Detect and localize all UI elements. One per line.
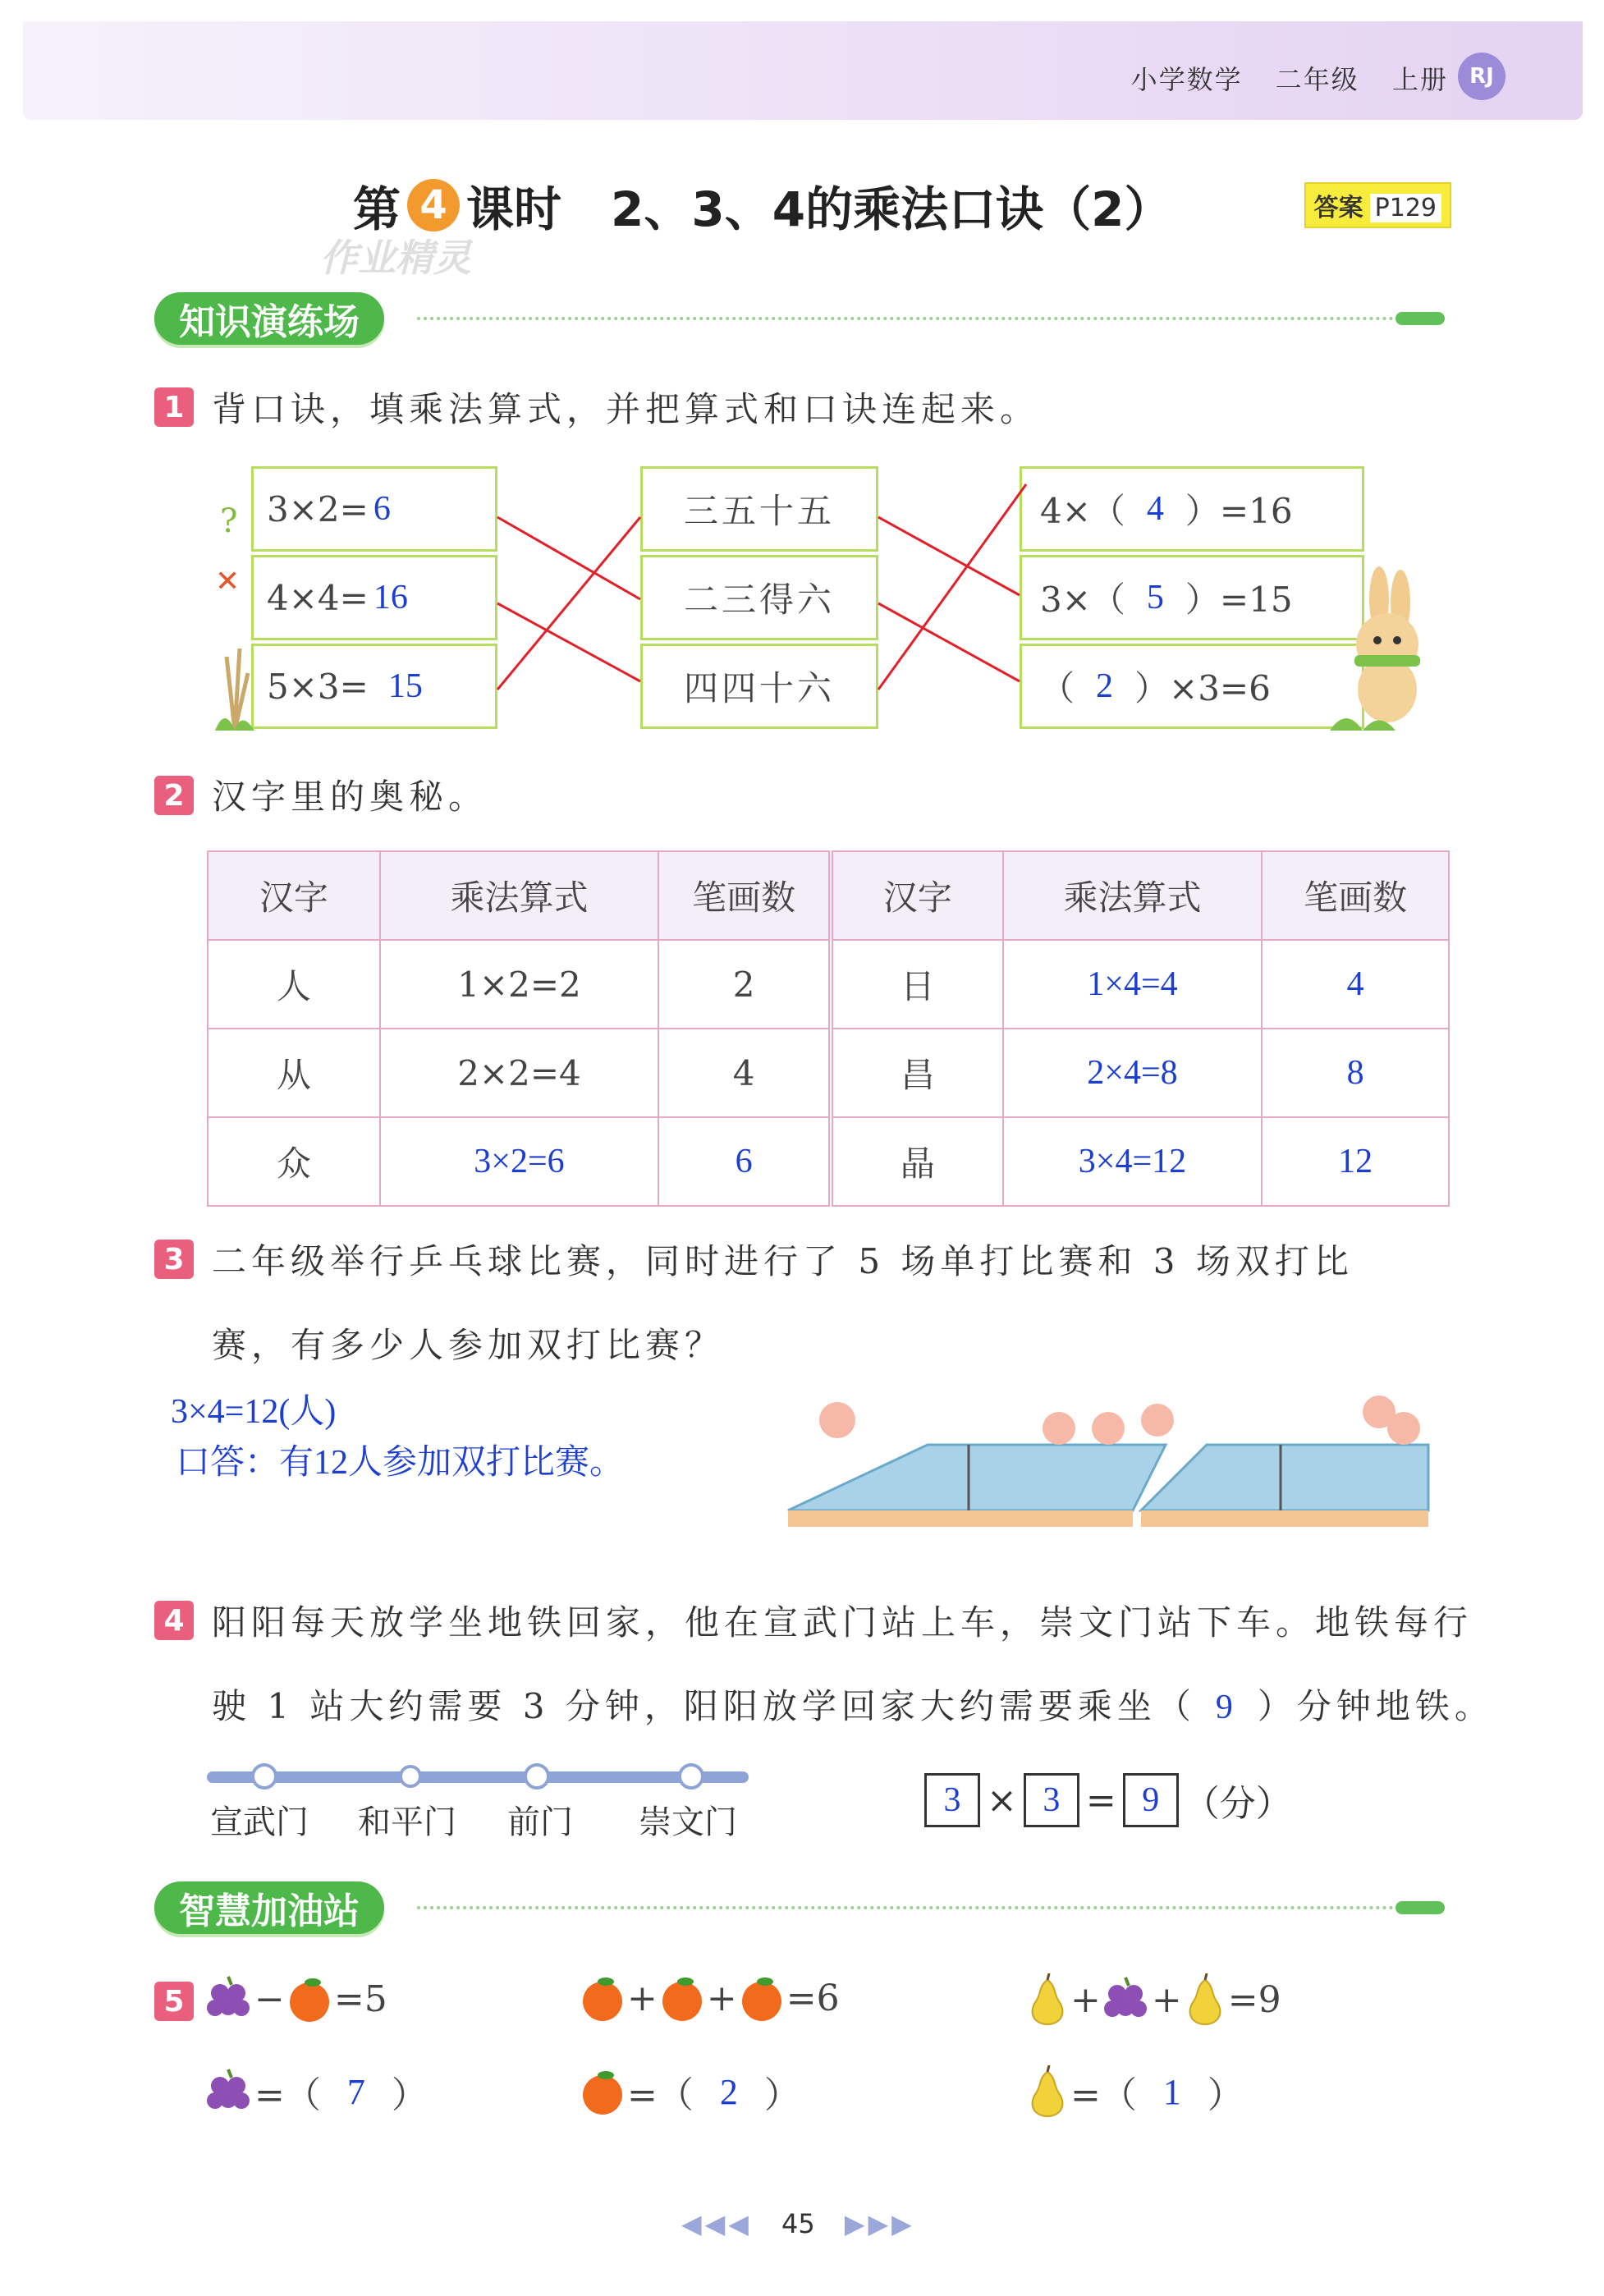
page-number: 45 bbox=[781, 2208, 815, 2239]
strokes-answer-cell: 12 bbox=[1262, 1117, 1449, 1206]
ping-pong-illustration bbox=[780, 1395, 1437, 1560]
orange-icon bbox=[578, 1973, 627, 2023]
q5-answer-pear: 1 bbox=[1162, 2071, 1181, 2112]
strokes-cell: 4 bbox=[658, 1029, 831, 1117]
expression-answer-cell: 3×4=12 bbox=[1003, 1117, 1263, 1206]
q3-answer-expression: 3×4=12(人) bbox=[171, 1393, 337, 1431]
q5-equation-3: + + =9 bbox=[1024, 1973, 1281, 2026]
question-5-number: 5 bbox=[154, 1982, 194, 2021]
q5-equation-1: − =5 bbox=[204, 1973, 387, 2024]
grass-icon bbox=[215, 632, 254, 731]
orange-icon bbox=[285, 1974, 334, 2023]
q1-rhyme-1: 三五十五 bbox=[640, 466, 878, 552]
section-practice-pill: 知识演练场 bbox=[154, 292, 384, 345]
q1-right-answer-1: 4 bbox=[1146, 490, 1164, 528]
question-4-number: 4 bbox=[154, 1601, 194, 1640]
title-suffix: 课时 bbox=[466, 181, 562, 237]
question-3-line-2: 赛，有多少人参加双打比赛？ bbox=[212, 1325, 725, 1365]
table-row bbox=[208, 940, 1449, 1029]
question-1-text: 背口诀，填乘法算式，并把算式和口诀连起来。 bbox=[212, 389, 1040, 429]
header-strokes-2: 笔画数 bbox=[1262, 851, 1449, 940]
section-divider bbox=[417, 1906, 1394, 1909]
header-strokes-1: 笔画数 bbox=[658, 851, 831, 940]
cross-icon: ✕ bbox=[215, 565, 241, 598]
title-topic: 2、3、4的乘法口诀（2） bbox=[611, 181, 1172, 237]
expression-answer-cell: 3×2=6 bbox=[380, 1117, 659, 1206]
character-cell: 从 bbox=[208, 1029, 380, 1117]
q4-unit: （分） bbox=[1183, 1783, 1292, 1825]
q5-answer-orange: 2 bbox=[719, 2071, 738, 2112]
watermark: 作业精灵 bbox=[320, 236, 471, 280]
orange-icon bbox=[578, 2067, 627, 2116]
expression-answer-cell: 1×4=4 bbox=[1003, 940, 1263, 1029]
strokes-answer-cell: 8 bbox=[1262, 1029, 1449, 1117]
orange-icon bbox=[658, 1973, 707, 2023]
station-qianmen: 前门 bbox=[507, 1803, 573, 1841]
lesson-number-badge: 4 bbox=[407, 179, 460, 231]
left-arrows-icon: ◀◀◀ bbox=[681, 2208, 752, 2239]
table-header-row bbox=[208, 851, 1449, 940]
subject-label: 小学数学 bbox=[1130, 64, 1243, 95]
question-3-number: 3 bbox=[154, 1240, 194, 1279]
q1-left-box-1: 3×2= 6 bbox=[251, 466, 497, 552]
edition-badge: RJ bbox=[1458, 53, 1505, 100]
q1-rhyme-2: 二三得六 bbox=[640, 555, 878, 640]
strokes-table bbox=[207, 850, 1450, 1207]
header-expression-2: 乘法算式 bbox=[1003, 851, 1263, 940]
volume-label: 上册 bbox=[1391, 64, 1448, 95]
strokes-answer-cell: 4 bbox=[1262, 940, 1449, 1029]
expression-cell: 2×2=4 bbox=[380, 1029, 659, 1117]
q5-equation-2: + + =6 bbox=[578, 1973, 840, 2023]
question-2-text: 汉字里的奥秘。 bbox=[212, 777, 488, 817]
station-xuanwumen: 宣武门 bbox=[210, 1803, 309, 1841]
q5-answer-1-row: =（ 7 ） bbox=[204, 2065, 428, 2118]
table-row bbox=[208, 1117, 1449, 1206]
pear-icon bbox=[1024, 2065, 1070, 2118]
match-line-mid2-right3 bbox=[878, 603, 1020, 681]
header-character-1: 汉字 bbox=[208, 851, 380, 940]
q4-box-3: 9 bbox=[1123, 1773, 1179, 1827]
right-arrows-icon: ▶▶▶ bbox=[844, 2208, 915, 2239]
question-1-number: 1 bbox=[154, 387, 194, 427]
header-expression-1: 乘法算式 bbox=[380, 851, 659, 940]
match-line-left2-mid3 bbox=[497, 603, 640, 681]
pear-icon bbox=[1024, 1973, 1070, 2026]
pear-icon bbox=[1182, 1973, 1228, 2026]
page-footer bbox=[681, 2208, 915, 2239]
q5-answer-3-row: =（ 1 ） bbox=[1024, 2065, 1244, 2118]
question-2-number: 2 bbox=[154, 776, 194, 815]
station-chongwenmen: 崇文门 bbox=[639, 1803, 737, 1841]
q4-equation: 3 × 3 = 9 （分） bbox=[924, 1773, 1292, 1827]
question-3-line-1: 二年级举行乒乓球比赛，同时进行了 5 场单打比赛和 3 场双打比 bbox=[212, 1241, 1354, 1281]
match-line-left1-mid2 bbox=[497, 517, 640, 599]
character-cell: 众 bbox=[208, 1117, 380, 1206]
q1-right-box-1: 4×（ 4 ）=16 bbox=[1020, 466, 1364, 552]
q3-answer-text: 口答：有12人参加双打比赛。 bbox=[176, 1444, 625, 1482]
answer-label: 答案 bbox=[1313, 194, 1363, 222]
section-challenge-pill: 智慧加油站 bbox=[154, 1881, 384, 1934]
rabbit-illustration bbox=[1313, 566, 1437, 731]
character-cell: 晶 bbox=[831, 1117, 1003, 1206]
strokes-cell: 2 bbox=[658, 940, 831, 1029]
q1-left-answer-3: 15 bbox=[387, 667, 423, 705]
header-character-2: 汉字 bbox=[831, 851, 1003, 940]
table-row bbox=[208, 1029, 1449, 1117]
expression-answer-cell: 2×4=8 bbox=[1003, 1029, 1263, 1117]
grape-icon bbox=[204, 2066, 254, 2117]
q5-answer-grape: 7 bbox=[346, 2071, 365, 2112]
station-marker bbox=[678, 1763, 704, 1790]
q1-right-answer-2: 5 bbox=[1146, 579, 1164, 616]
q1-left-box-3: 5×3= 15 bbox=[251, 644, 497, 729]
pencil-icon bbox=[1395, 1901, 1445, 1914]
q1-rhyme-3: 四四十六 bbox=[640, 644, 878, 729]
title-prefix: 第 bbox=[353, 181, 401, 237]
expression-cell: 1×2=2 bbox=[380, 940, 659, 1029]
q5-answer-2-row: =（ 2 ） bbox=[578, 2065, 800, 2118]
question-4-line-1: 阳阳每天放学坐地铁回家，他在宣武门站上车，崇文门站下车。地铁每行 bbox=[212, 1602, 1473, 1643]
grape-icon bbox=[204, 1973, 254, 2024]
character-cell: 昌 bbox=[831, 1029, 1003, 1117]
character-cell: 人 bbox=[208, 940, 380, 1029]
subway-line bbox=[207, 1771, 749, 1783]
q4-box-2: 3 bbox=[1024, 1773, 1079, 1827]
q1-right-answer-3: 2 bbox=[1096, 667, 1114, 705]
strokes-answer-cell: 6 bbox=[658, 1117, 831, 1206]
station-marker bbox=[524, 1763, 550, 1790]
q1-right-box-2: 3×（ 5 ）=15 bbox=[1020, 555, 1364, 640]
question-4-line-2: 驶 1 站大约需要 3 分钟，阳阳放学回家大约需要乘坐（ 9 ）分钟地铁。 bbox=[212, 1686, 1494, 1726]
grape-icon bbox=[1101, 1974, 1152, 2025]
q4-answer: 9 bbox=[1215, 1689, 1238, 1726]
q4-box-1: 3 bbox=[924, 1773, 980, 1827]
q1-left-answer-2: 16 bbox=[373, 579, 408, 616]
q1-left-answer-1: 6 bbox=[373, 490, 391, 528]
answer-page: P129 bbox=[1370, 194, 1441, 222]
orange-icon bbox=[737, 1973, 786, 2023]
match-line-left3-mid1 bbox=[497, 517, 640, 690]
station-marker bbox=[251, 1763, 277, 1790]
match-line-mid1-right2 bbox=[878, 517, 1020, 595]
question-mark-icon: ? bbox=[220, 502, 238, 540]
q1-right-box-3: （ 2 ）×3=6 bbox=[1020, 644, 1364, 729]
q1-left-box-2: 4×4= 16 bbox=[251, 555, 497, 640]
grade-label: 二年级 bbox=[1275, 64, 1359, 95]
character-cell: 日 bbox=[831, 940, 1003, 1029]
station-hepingmen: 和平门 bbox=[358, 1803, 456, 1841]
station-marker bbox=[399, 1765, 422, 1788]
